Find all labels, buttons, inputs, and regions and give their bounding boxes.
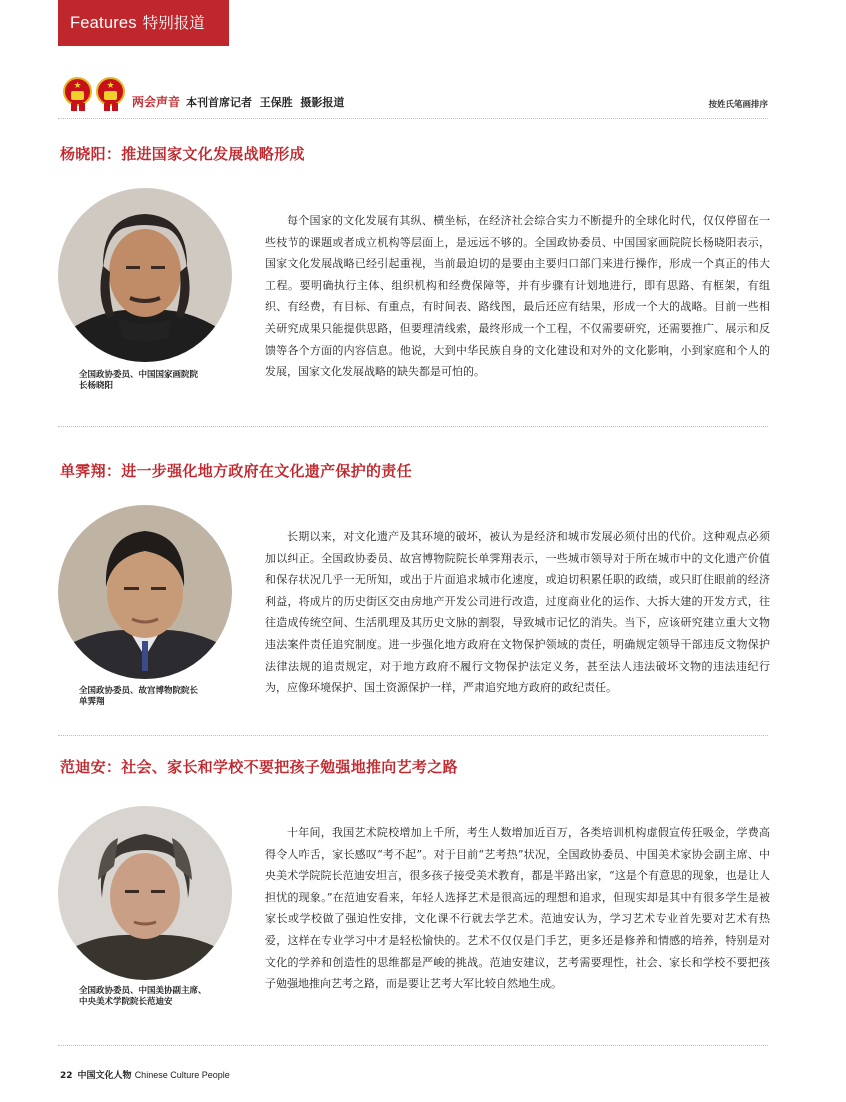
- article-body: 十年间，我国艺术院校增加上千所，考生人数增加近百万，各类培训机构虚假宣传狂吸金，学费高得令人咋舌，家长感叹“考不起”。对于目前“艺考热”状况，全国政协委员、中国美术家协会副主席、中央美术学院院长范迪安坦言，很多孩子接受美术教育，都是半路出家，“这是个有意思的现象，也是让人担忧的现象。”在范迪安看来，年轻人选择艺术是很高远的理想和追求，但现实却是其中有很多学生是被家长或学校做了强迫性安排，文化课不行就去学艺术。范迪安认为，学习艺术专业首先要对艺术有热爱，这样在专业学习中才是轻松愉快的。艺术不仅仅是门手艺，更多还是修养和情感的培养，特别是对文化的学养和创造性的思维都是严峻的挑战。范迪安建议，艺考需要理性，社会、家长和学校不要把孩子勉强地推向艺考之路，而是要让艺考大军比较自然地生成。: [265, 826, 770, 991]
- article-title: 杨晓阳：推进国家文化发展战略形成: [60, 145, 305, 163]
- caption-line: 中央美术学院院长范迪安: [79, 997, 173, 1007]
- section-tab-cn: 特别报道: [142, 14, 205, 32]
- portrait-photo: [58, 188, 232, 362]
- caption-line: 单霁翔: [79, 697, 105, 707]
- article-title: 单霁翔：进一步强化地方政府在文化遗产保护的责任: [60, 462, 412, 480]
- divider: [58, 735, 768, 736]
- portrait-photo: [58, 505, 232, 679]
- caption-line: 全国政协委员、中国国家画院院: [79, 370, 199, 380]
- column-name: 两会声音: [132, 95, 181, 109]
- page-footer: [60, 1068, 230, 1081]
- emblems: [63, 77, 125, 111]
- caption-line: 全国政协委员、故宫博物院院长: [79, 686, 199, 696]
- portrait-caption: [79, 986, 239, 1008]
- caption-line: 长杨晓阳: [79, 381, 114, 391]
- national-emblem-icon: ★: [63, 77, 92, 106]
- magazine-name-en: Chinese Culture People: [134, 1070, 230, 1080]
- order-note: 按姓氏笔画排序: [708, 100, 768, 110]
- magazine-name-cn: 中国文化人物: [77, 1071, 132, 1081]
- column-header: [132, 93, 344, 110]
- cppcc-emblem-icon: ★: [96, 77, 125, 106]
- portrait-caption: [79, 370, 239, 392]
- divider: [58, 1045, 768, 1046]
- divider: [58, 118, 768, 119]
- byline: 本刊首席记者 王保胜 摄影报道: [186, 96, 345, 109]
- article-title: 范迪安：社会、家长和学校不要把孩子勉强地推向艺考之路: [60, 758, 458, 776]
- article-body: 每个国家的文化发展有其纵、横坐标，在经济社会综合实力不断提升的全球化时代，仅仅停留在一些枝节的课题或者成立机构等层面上，是远远不够的。全国政协委员、中国国家画院院长杨晓阳表示，国家文化发展战略已经引起重视，当前最迫切的是要由主要归口部门来进行操作，形成一个真正的伟大工程。要明确执行主体、组织机构和经费保障等，并有步骤有计划地进行，即有思路、有框架，有组织、有经费，有目标、有重点，有时间表、路线图，最后还应有结果，形成一个大的战略。目前一些相关研究成果只能提供思路，但要理清线索，最终形成一个工程，不仅需要研究，还需要推广、展示和反馈等各个方面的内容信息。他说，大到中华民族自身的文化建设和对外的文化影响，小到家庭和个人的发展，国家文化发展战略的缺失都是可怕的。: [265, 214, 770, 379]
- divider: [58, 426, 768, 427]
- portrait-caption: [79, 686, 239, 708]
- section-tab: [58, 0, 229, 46]
- page-number: 22: [60, 1071, 73, 1081]
- caption-line: 全国政协委员、中国美协副主席、: [79, 986, 207, 996]
- portrait-photo: [58, 806, 232, 980]
- article-body: 长期以来，对文化遗产及其环境的破坏，被认为是经济和城市发展必须付出的代价。这种观点必须加以纠正。全国政协委员、故宫博物院院长单霁翔表示，一些城市领导对于所在城市中的文化遗产价值和保存状况几乎一无所知，或出于片面追求城市化速度，或迫切积累任职的政绩，或只盯住眼前的经济利益，将成片的历史街区交由房地产开发公司进行改造，过度商业化的运作、大拆大建的开发方式，往往造成传统空间、生活肌理及其历史文脉的割裂，导致城市记忆的消失。当下，应该研究建立重大文物违法案件责任追究制度。进一步强化地方政府在文物保护领域的责任，明确规定领导干部违反文物保护法律法规的追责规定，对于地方政府不履行文物保护法定义务，甚至法人违法破坏文物的违法违纪行为，应像环境保护、国土资源保护一样，严肃追究地方政府的政纪责任。: [265, 530, 770, 695]
- section-tab-en: Features: [70, 14, 137, 32]
